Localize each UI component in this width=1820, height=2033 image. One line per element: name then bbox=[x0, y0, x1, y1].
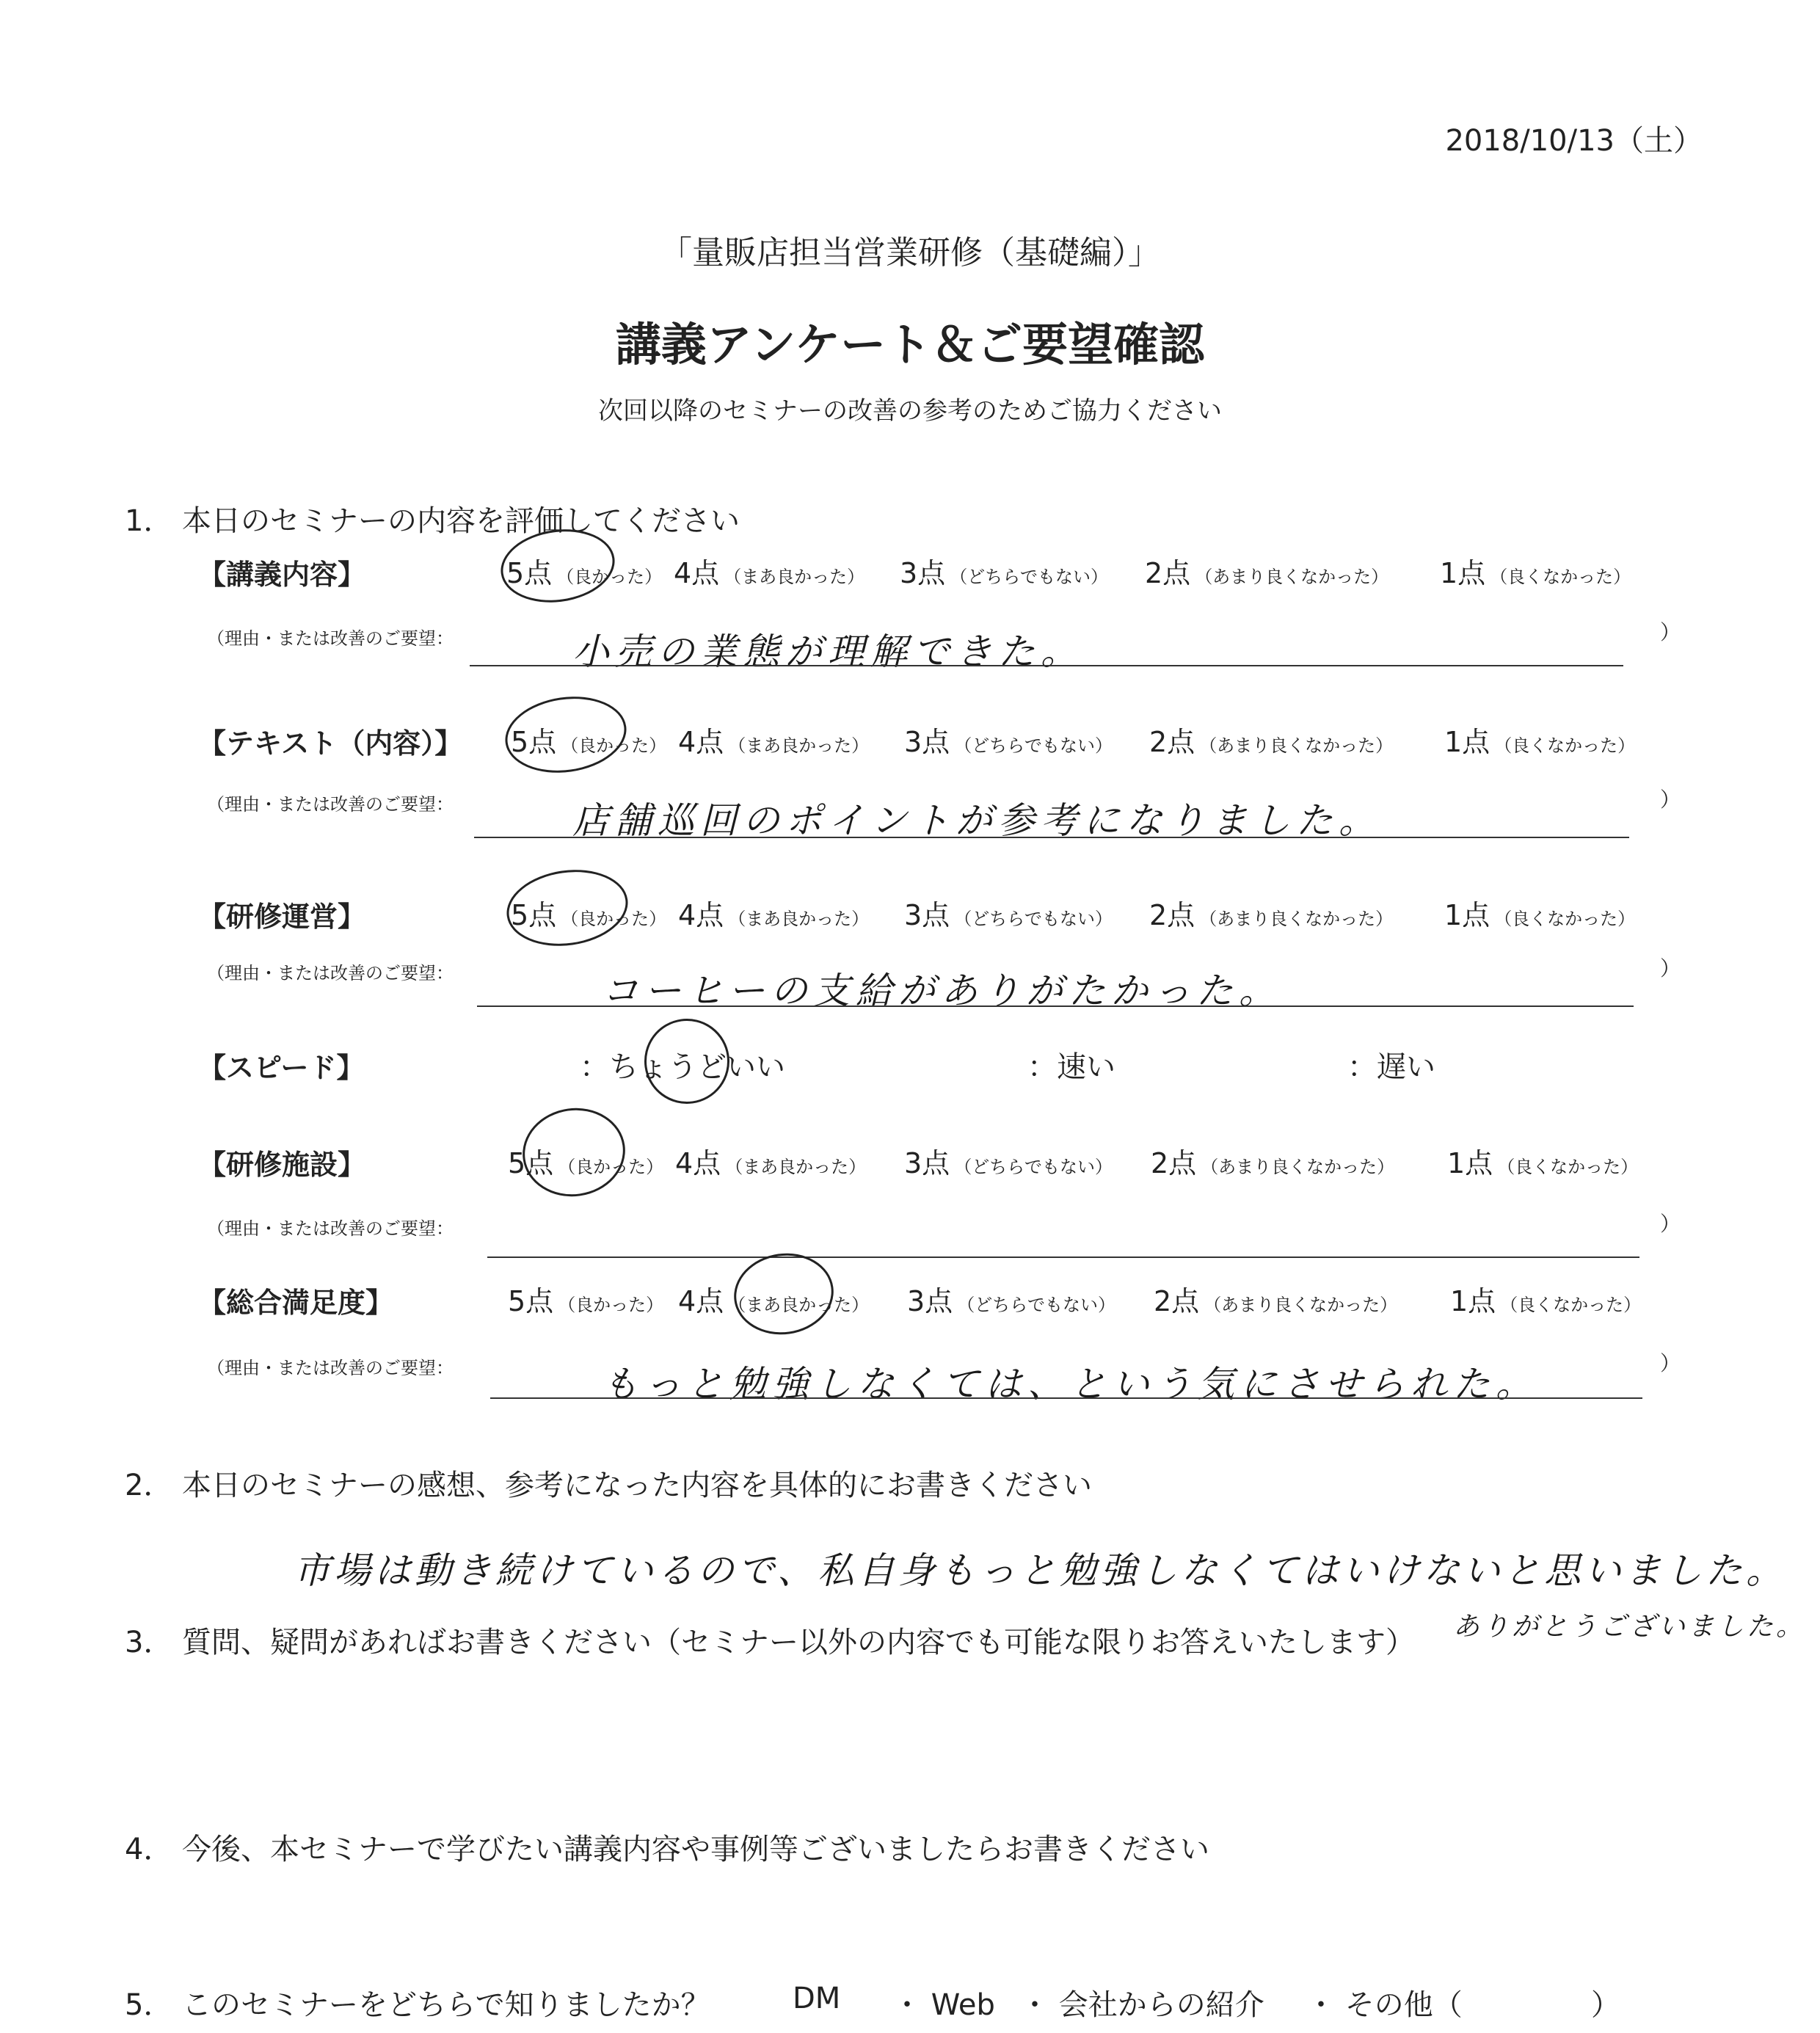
reason-label: （理由・または改善のご要望： bbox=[207, 628, 454, 649]
source-option-web[interactable]: ・ Web bbox=[892, 1988, 995, 2022]
rating-option-5[interactable]: 5点 （良かった） bbox=[508, 1285, 664, 1317]
rating-option-5[interactable]: 5点 （良かった） bbox=[506, 557, 663, 589]
close-paren: ） bbox=[1660, 620, 1681, 644]
question-number: 3． bbox=[125, 1626, 173, 1659]
rating-option-2[interactable]: 2点 （あまり良くなかった） bbox=[1145, 557, 1389, 589]
source-other-close: ） bbox=[1591, 1988, 1620, 2022]
question-text: 質問、疑問があればお書きください（セミナー以外の内容でも可能な限りお答えいたします） bbox=[182, 1626, 1415, 1659]
rating-option-5[interactable]: 5点 （良かった） bbox=[511, 726, 667, 758]
handwritten-answer: 店舗巡回のポイントが参考になりました。 bbox=[572, 799, 1381, 842]
rating-option-4[interactable]: 4点 （まあ良かった） bbox=[675, 1147, 867, 1179]
question-number: 4． bbox=[125, 1833, 173, 1866]
question-number: 5． bbox=[125, 1988, 173, 2022]
question-text: 本日のセミナーの感想、参考になった内容を具体的にお書きください bbox=[182, 1469, 1092, 1502]
rating-option-2[interactable]: 2点 （あまり良くなかった） bbox=[1154, 1285, 1398, 1317]
category-label-operation: 【研修運営】 bbox=[198, 901, 366, 933]
question-number: 1． bbox=[125, 504, 173, 538]
selection-circle bbox=[729, 1247, 839, 1341]
rating-option-4[interactable]: 4点 （まあ良かった） bbox=[678, 1285, 870, 1317]
reason-label: （理由・または改善のご要望： bbox=[207, 1218, 454, 1239]
rating-option-3[interactable]: 3点 （どちらでもない） bbox=[904, 899, 1113, 931]
answer-line bbox=[487, 1256, 1639, 1258]
selection-circle bbox=[500, 689, 632, 780]
page-title: 講義アンケート＆ご要望確認 bbox=[615, 318, 1205, 371]
reason-label: （理由・または改善のご要望： bbox=[207, 794, 454, 815]
speed-option-fast[interactable]: ：速い bbox=[1027, 1050, 1115, 1084]
close-paren: ） bbox=[1660, 1212, 1681, 1236]
handwritten-answer: コーヒーの支給がありがたかった。 bbox=[602, 970, 1281, 1012]
answer-line bbox=[474, 837, 1629, 838]
rating-option-4[interactable]: 4点 （まあ良かった） bbox=[678, 899, 870, 931]
question-3 bbox=[125, 1619, 1415, 1661]
rating-option-1[interactable]: 1点 （良くなかった） bbox=[1450, 1285, 1642, 1317]
selection-circle bbox=[638, 1013, 735, 1109]
close-paren: ） bbox=[1660, 956, 1681, 981]
rating-option-1[interactable]: 1点 （良くなかった） bbox=[1444, 726, 1636, 758]
rating-option-3[interactable]: 3点 （どちらでもない） bbox=[900, 557, 1108, 589]
speed-option-just-right[interactable]: ：ちょうどいい bbox=[580, 1050, 785, 1084]
category-label-facility: 【研修施設】 bbox=[198, 1149, 366, 1181]
answer-line bbox=[490, 1397, 1642, 1399]
handwritten-thanks: ありがとうございました。 bbox=[1453, 1612, 1806, 1642]
close-paren: ） bbox=[1660, 788, 1681, 812]
answer-line bbox=[477, 1005, 1634, 1007]
category-label-overall: 【総合満足度】 bbox=[198, 1287, 394, 1319]
selection-circle bbox=[502, 862, 633, 953]
rating-option-3[interactable]: 3点 （どちらでもない） bbox=[907, 1285, 1115, 1317]
close-paren: ） bbox=[1660, 1351, 1681, 1375]
category-label-speed: 【スピード】 bbox=[198, 1052, 365, 1084]
rating-option-1[interactable]: 1点 （良くなかった） bbox=[1447, 1147, 1639, 1179]
speed-option-slow[interactable]: ：遅い bbox=[1347, 1050, 1435, 1084]
category-label-text: 【テキスト（内容）】 bbox=[198, 727, 463, 760]
rating-option-2[interactable]: 2点 （あまり良くなかった） bbox=[1151, 1147, 1395, 1179]
rating-option-5[interactable]: 5点 （良かった） bbox=[511, 899, 667, 931]
survey-date: 2018/10/13（土） bbox=[1445, 124, 1703, 158]
answer-line bbox=[470, 665, 1623, 666]
question-2 bbox=[125, 1462, 1092, 1504]
source-option-other[interactable]: ・ その他（ bbox=[1306, 1988, 1463, 2022]
rating-option-4[interactable]: 4点 （まあ良かった） bbox=[674, 557, 865, 589]
rating-option-1[interactable]: 1点 （良くなかった） bbox=[1444, 899, 1636, 931]
question-number: 2． bbox=[125, 1469, 173, 1502]
seminar-title: 「量販店担当営業研修（基礎編）」 bbox=[660, 234, 1160, 272]
rating-option-2[interactable]: 2点 （あまり良くなかった） bbox=[1149, 899, 1394, 931]
reason-label: （理由・または改善のご要望： bbox=[207, 1358, 454, 1378]
rating-option-5[interactable]: 5点 （良かった） bbox=[508, 1147, 664, 1179]
source-option-company[interactable]: ・ 会社からの紹介 bbox=[1020, 1988, 1264, 2022]
rating-option-3[interactable]: 3点 （どちらでもない） bbox=[904, 726, 1113, 758]
question-1 bbox=[125, 498, 740, 539]
question-text: このセミナーをどちらで知りましたか？ bbox=[182, 1988, 710, 2022]
question-text: 今後、本セミナーで学びたい講義内容や事例等ございましたらお書きください bbox=[182, 1833, 1209, 1866]
page-subtitle: 次回以降のセミナーの改善の参考のためご協力ください bbox=[598, 396, 1222, 426]
handwritten-answer: もっと勉強しなくては、という気にさせられた。 bbox=[602, 1363, 1538, 1405]
handwritten-answer: 市場は動き続けているので、私自身もっと勉強しなくてはいけないと思いました。 bbox=[294, 1549, 1786, 1592]
handwritten-answer: 小売の業態が理解できた。 bbox=[572, 630, 1083, 673]
rating-option-1[interactable]: 1点 （良くなかった） bbox=[1440, 557, 1631, 589]
reason-label: （理由・または改善のご要望： bbox=[207, 963, 454, 983]
selection-circle bbox=[517, 1102, 630, 1203]
rating-option-2[interactable]: 2点 （あまり良くなかった） bbox=[1149, 726, 1394, 758]
question-4 bbox=[125, 1826, 1209, 1868]
source-option-dm[interactable]: DM bbox=[793, 1982, 841, 2015]
rating-option-4[interactable]: 4点 （まあ良かった） bbox=[678, 726, 870, 758]
question-text: 本日のセミナーの内容を評価してください bbox=[182, 504, 740, 538]
question-5 bbox=[125, 1982, 710, 2023]
category-label-lecture: 【講義内容】 bbox=[198, 559, 366, 591]
rating-option-3[interactable]: 3点 （どちらでもない） bbox=[904, 1147, 1113, 1179]
